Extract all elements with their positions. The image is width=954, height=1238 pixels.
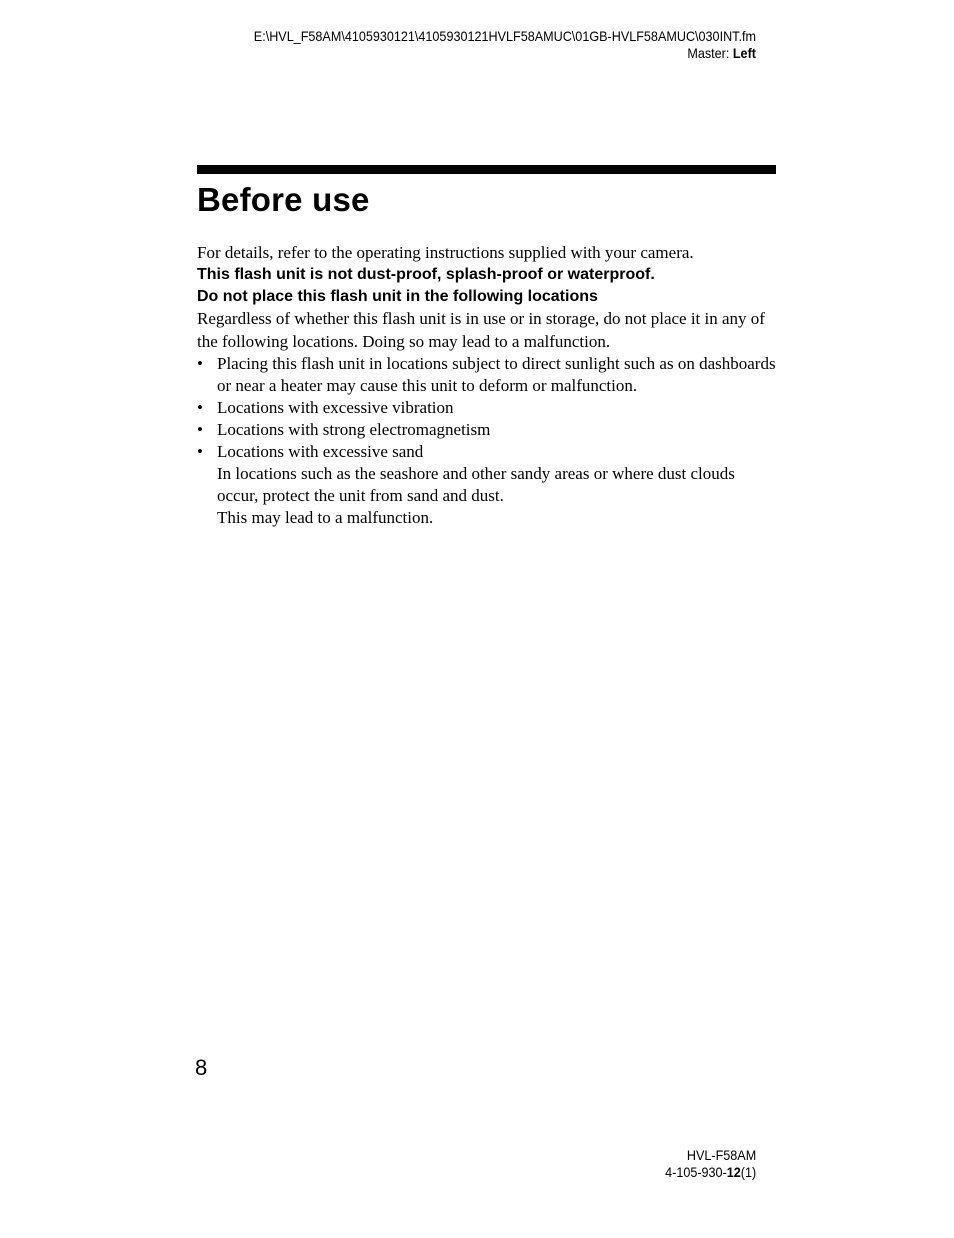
list-item-text: Locations with strong electromagnetism <box>217 420 491 439</box>
document-footer <box>665 1147 756 1181</box>
intro-text: For details, refer to the operating instructions supplied with your camera. <box>197 243 694 262</box>
locations-intro: Regardless of whether this flash unit is in use or in storage, do not place it in any of the following locations. Doing so may lead to a malfunction. <box>197 309 765 351</box>
code-suffix: (1) <box>740 1164 756 1180</box>
code-prefix: 4-105-930- <box>664 1164 727 1180</box>
bullet-icon: • <box>197 442 203 461</box>
list-item <box>197 353 776 397</box>
locations-heading: Do not place this flash unit in the following locations <box>197 288 598 305</box>
document-header <box>254 28 756 62</box>
list-item-note: This may lead to a malfunction. <box>217 508 434 527</box>
main-content <box>197 165 776 529</box>
title-rule <box>197 165 776 174</box>
page-number: 8 <box>195 1055 208 1080</box>
master-label: Master: <box>687 45 733 61</box>
list-item-detail: In locations such as the seashore and other sandy areas or where dust clouds occur, protect the unit from sand and dust. <box>217 464 735 505</box>
bullet-icon: • <box>197 398 203 417</box>
master-value: Left <box>732 45 756 61</box>
list-item-text: Placing this flash unit in locations subject to direct sunlight such as on dashboards or near a heater may cause this unit to deform or malfunction. <box>217 354 776 395</box>
model-name: HVL-F58AM <box>686 1147 756 1163</box>
list-item-text: Locations with excessive vibration <box>217 398 454 417</box>
list-item <box>197 441 776 529</box>
master-line <box>254 45 756 62</box>
file-path: E:\HVL_F58AM\4105930121\4105930121HVLF58AMUC\01GB-HVLF58AMUC\030INT.fm <box>253 28 756 44</box>
bullet-icon: • <box>197 420 203 439</box>
bullet-icon: • <box>197 354 203 373</box>
warning-line: This flash unit is not dust-proof, splash-proof or waterproof. <box>197 266 655 283</box>
page-title: Before use <box>197 181 370 218</box>
document-code <box>665 1164 756 1181</box>
list-item-text: Locations with excessive sand <box>217 442 424 461</box>
list-item <box>197 397 776 419</box>
list-item <box>197 419 776 441</box>
code-bold: 12 <box>726 1164 741 1180</box>
locations-list <box>197 353 776 529</box>
